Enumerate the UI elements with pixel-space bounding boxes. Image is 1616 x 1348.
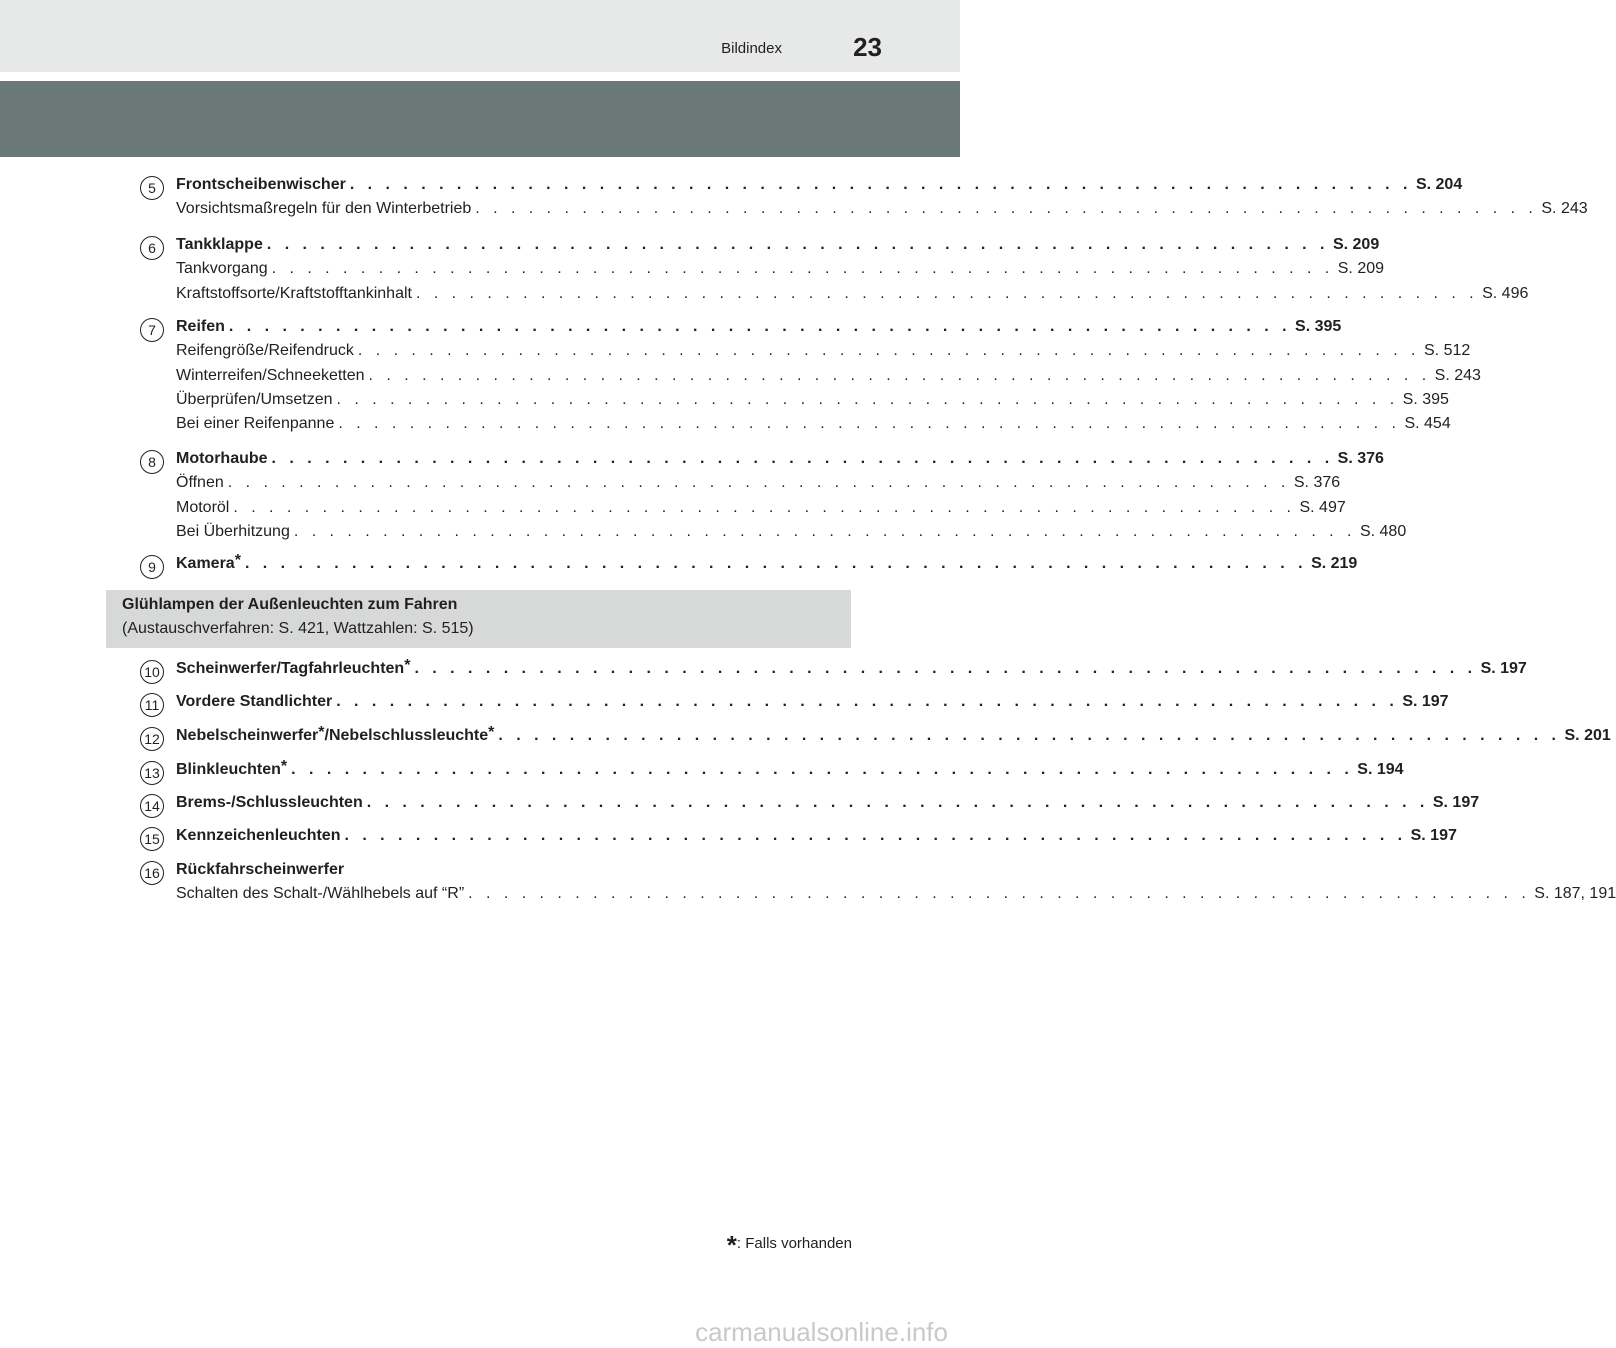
index-entry (176, 552, 1358, 576)
page-reference: S. 395 (1402, 390, 1449, 408)
index-entry (176, 339, 1471, 363)
entry-label: Reifen (176, 318, 225, 335)
page-reference: S. 197 (1432, 794, 1480, 811)
index-entry (176, 791, 1480, 815)
page-reference: S. 197 (1402, 693, 1449, 710)
entry-label: Winterreifen/Schneeketten (176, 366, 365, 384)
entry-label: Tankklappe (176, 236, 263, 253)
item-number-badge: 11 (140, 693, 164, 717)
item-number-badge: 15 (140, 827, 164, 851)
index-entry (176, 520, 1407, 544)
dot-leader: . . . . . . . . . . . . . . . . . . . . . . . . . . . . . . . . . . . . . . . . . . . . . . . . . . . . . . . . . . . . (414, 660, 1477, 677)
entry-label: Tankvorgang (176, 260, 268, 278)
dot-leader: . . . . . . . . . . . . . . . . . . . . . . . . . . . . . . . . . . . . . . . . . . . . . . . . . . . . . . . . . . . . (468, 885, 1531, 903)
dot-leader: . . . . . . . . . . . . . . . . . . . . . . . . . . . . . . . . . . . . . . . . . . . . . . . . . . . . . . . . . . . . (336, 693, 1399, 710)
index-entry (176, 257, 1385, 281)
page-reference: S. 194 (1357, 761, 1404, 778)
dot-leader: . . . . . . . . . . . . . . . . . . . . . . . . . . . . . . . . . . . . . . . . . . . . . . . . . . . . . . . . . . . . (244, 555, 1308, 572)
page-reference: S. 454 (1404, 415, 1451, 433)
item-number-badge: 7 (140, 318, 164, 342)
entry-label: Vordere Standlichter (176, 693, 333, 710)
item-number-badge: 9 (140, 555, 164, 579)
entry-label: Bei einer Reifenpanne (176, 415, 335, 433)
item-number-badge: 13 (140, 761, 164, 785)
page-reference: S. 204 (1415, 176, 1463, 193)
entry-label: Motorhaube (176, 450, 268, 467)
dot-leader: . . . . . . . . . . . . . . . . . . . . . . . . . . . . . . . . . . . . . . . . . . . . . . . . . . . . . . . . . . . . (336, 390, 1399, 408)
entry-label: Kamera* (176, 552, 241, 572)
dot-leader: . . . . . . . . . . . . . . . . . . . . . . . . . . . . . . . . . . . . . . . . . . . . . . . . . . . . . . . . . . . . (357, 342, 1420, 360)
index-entry (176, 364, 1481, 388)
entry-label: Blinkleuchten* (176, 758, 288, 778)
dot-leader: . . . . . . . . . . . . . . . . . . . . . . . . . . . . . . . . . . . . . . . . . . . . . . . . . . . . . . . . . . . . (498, 727, 1561, 744)
dot-leader: . . . . . . . . . . . . . . . . . . . . . . . . . . . . . . . . . . . . . . . . . . . . . . . . . . . . . . . . . . . . (233, 498, 1296, 516)
page-reference: S. 497 (1299, 498, 1346, 516)
index-entry (176, 824, 1457, 848)
page-reference: S. 209 (1337, 260, 1385, 278)
index-entry (176, 657, 1527, 681)
entry-label: Öffnen (176, 474, 224, 492)
image-banner (0, 81, 960, 157)
index-entry (176, 197, 1588, 221)
section-title: Bildindex (721, 40, 782, 57)
footnote-star: * (726, 1230, 737, 1260)
info-box-subtitle: (Austauschverfahren: S. 421, Wattzahlen: S. 515) (122, 620, 474, 637)
dot-leader: . . . . . . . . . . . . . . . . . . . . . . . . . . . . . . . . . . . . . . . . . . . . . . . . . . . . . . . . . . . . (366, 794, 1429, 811)
page-reference: S. 376 (1293, 474, 1341, 492)
info-box (106, 590, 851, 648)
page-number: 23 (853, 32, 882, 62)
entry-label: Brems-/Schlussleuchten (176, 794, 363, 811)
dot-leader: . . . . . . . . . . . . . . . . . . . . . . . . . . . . . . . . . . . . . . . . . . . . . . . . . . . . . . . . . . . . (271, 450, 1334, 467)
dot-leader: . . . . . . . . . . . . . . . . . . . . . . . . . . . . . . . . . . . . . . . . . . . . . . . . . . . . . . . . . . . . (338, 415, 1401, 433)
dot-leader: . . . . . . . . . . . . . . . . . . . . . . . . . . . . . . . . . . . . . . . . . . . . . . . . . . . . . . . . . . . . (368, 366, 1431, 384)
index-entry (176, 758, 1404, 782)
item-number-badge: 14 (140, 794, 164, 818)
entry-label: Reifengröße/Reifendruck (176, 342, 354, 360)
index-entry (176, 412, 1451, 436)
index-entry (176, 388, 1449, 412)
item-number-badge: 6 (140, 236, 164, 260)
index-entry (176, 882, 1616, 906)
item-number-badge: 10 (140, 660, 164, 684)
dot-leader: . . . . . . . . . . . . . . . . . . . . . . . . . . . . . . . . . . . . . . . . . . . . . . . . . . . . . . . . . . . . (293, 522, 1356, 540)
index-entry (176, 173, 1463, 197)
index-entry (176, 282, 1529, 306)
watermark: carmanualsonline.info (695, 1317, 948, 1347)
entry-label: Schalten des Schalt-/Wählhebels auf “R” (176, 885, 465, 903)
info-box-title: Glühlampen der Außenleuchten zum Fahren (122, 596, 458, 613)
page-reference: S. 243 (1541, 200, 1588, 218)
entry-label: Kennzeichenleuchten (176, 827, 341, 844)
index-entry (176, 447, 1384, 471)
dot-leader: . . . . . . . . . . . . . . . . . . . . . . . . . . . . . . . . . . . . . . . . . . . . . . . . . . . . . . . . . . . . (227, 474, 1290, 492)
item-number-badge: 12 (140, 727, 164, 751)
entry-label: Nebelscheinwerfer*/Nebelschlussleuchte* (176, 724, 495, 744)
entry-label: Rückfahrscheinwerfer (176, 861, 345, 878)
index-entry (176, 858, 813, 882)
page-reference: S. 496 (1482, 284, 1529, 302)
entry-label: Motoröl (176, 498, 230, 516)
index-entry (176, 496, 1346, 520)
dot-leader: . . . . . . . . . . . . . . . . . . . . . . . . . . . . . . . . . . . . . . . . . . . . . . . . . . . . . . . . . . . . (228, 318, 1292, 335)
page-reference: S. 201 (1564, 727, 1611, 744)
item-number-badge: 8 (140, 450, 164, 474)
page-reference: S. 376 (1337, 450, 1384, 467)
footnote (726, 1224, 852, 1260)
page-reference: S. 197 (1410, 827, 1457, 844)
dot-leader: . . . . . . . . . . . . . . . . . . . . . . . . . . . . . . . . . . . . . . . . . . . . . . . . . . . . . . . . . . . . (475, 200, 1538, 218)
index-entry (176, 724, 1611, 748)
page-reference: S. 219 (1311, 555, 1358, 572)
dot-leader: . . . . . . . . . . . . . . . . . . . . . . . . . . . . . . . . . . . . . . . . . . . . . . . . . . . . . . . . . . . . (344, 827, 1407, 844)
index-entry (176, 233, 1380, 257)
item-number-badge: 5 (140, 176, 164, 200)
page-reference: S. 480 (1359, 522, 1407, 540)
dot-leader: . . . . . . . . . . . . . . . . . . . . . . . . . . . . . . . . . . . . . . . . . . . . . . . . . . . . . . . . . . . . (266, 236, 1329, 253)
footnote-text: : Falls vorhanden (736, 1235, 852, 1252)
dot-leader: . . . . . . . . . . . . . . . . . . . . . . . . . . . . . . . . . . . . . . . . . . . . . . . . . . . . . . . . . . . . (349, 176, 1412, 193)
page-reference: S. 243 (1434, 366, 1481, 384)
header-bar (0, 0, 960, 72)
entry-label: Scheinwerfer/Tagfahrleuchten* (176, 657, 411, 677)
entry-label: Bei Überhitzung (176, 522, 290, 540)
entry-label: Frontscheibenwischer (176, 176, 346, 193)
page-reference: S. 512 (1424, 342, 1471, 360)
dot-leader: . . . . . . . . . . . . . . . . . . . . . . . . . . . . . . . . . . . . . . . . . . . . . . . . . . . . . . . . . . . . (415, 284, 1479, 302)
page-reference: S. 187, 191 (1534, 885, 1616, 903)
index-entry (176, 471, 1341, 495)
index-entry (176, 690, 1449, 714)
page-reference: S. 209 (1332, 236, 1380, 253)
index-entry (176, 315, 1342, 339)
page-reference: S. 197 (1480, 660, 1527, 677)
dot-leader: . . . . . . . . . . . . . . . . . . . . . . . . . . . . . . . . . . . . . . . . . . . . . . . . . . . . . . . . . . . . (291, 761, 1354, 778)
entry-label: Kraftstoffsorte/Kraftstofftankinhalt (176, 284, 412, 302)
dot-leader: . . . . . . . . . . . . . . . . . . . . . . . . . . . . . . . . . . . . . . . . . . . . . . . . . . . . . . . . . . . . (271, 260, 1334, 278)
entry-label: Vorsichtsmaßregeln für den Winterbetrieb (176, 200, 472, 218)
entry-label: Überprüfen/Umsetzen (176, 390, 333, 408)
item-number-badge: 16 (140, 861, 164, 885)
page-reference: S. 395 (1295, 318, 1342, 335)
